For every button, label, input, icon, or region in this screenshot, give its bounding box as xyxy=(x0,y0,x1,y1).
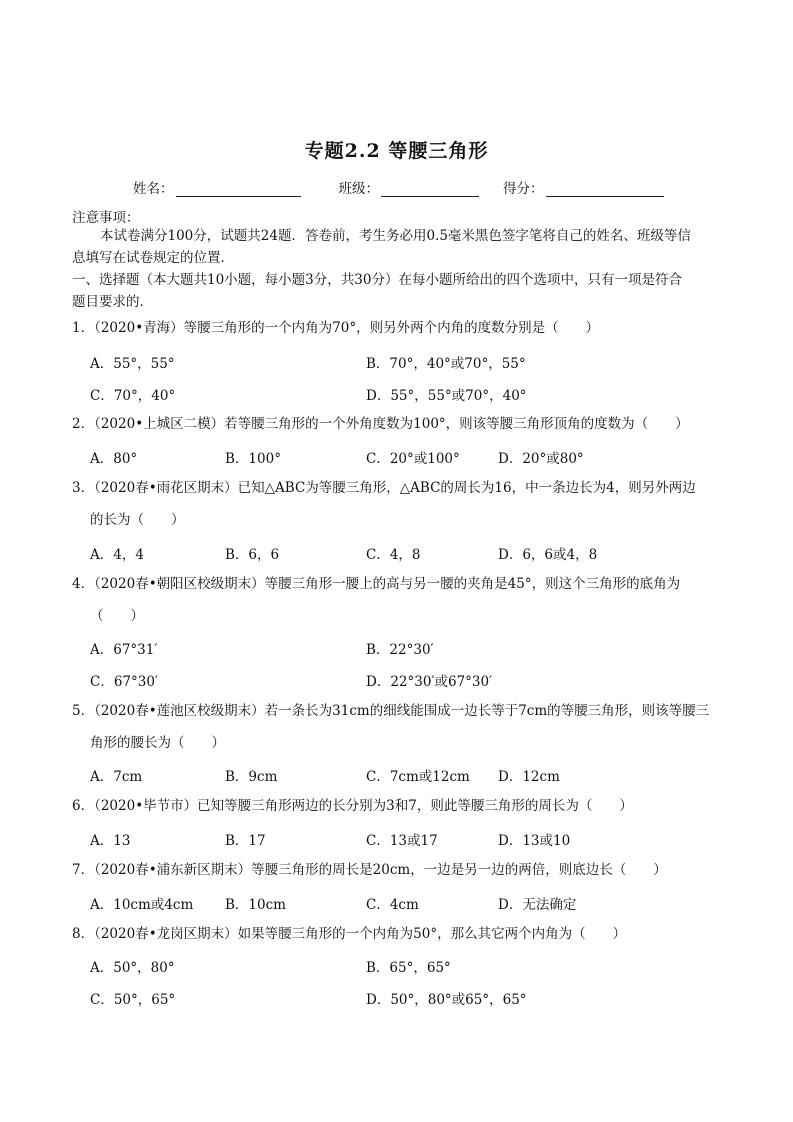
q5-option-b[interactable]: B．9cm xyxy=(225,769,278,785)
notes-body xyxy=(72,225,722,269)
q5-stem-line-1: 5．（2020春•莲池区校级期末）若一条长为31cm的细线能围成一边长等于7cm的等腰三角形，则该等腰三 xyxy=(72,703,710,719)
q3-option-c[interactable]: C．4，8 xyxy=(366,547,421,563)
q7-option-d[interactable]: D．无法确定 xyxy=(498,897,577,913)
q3-stem-line-2: 的长为（ ） xyxy=(90,512,185,528)
q4-option-d[interactable]: D．22°30′或67°30′ xyxy=(366,674,493,690)
q5-option-a[interactable]: A．7cm xyxy=(90,769,143,785)
question-7-stem: 7．（2020春•浦东新区期末）等腰三角形的周长是20cm，一边是另一边的两倍，则底边长（ ） xyxy=(72,862,667,878)
q7-option-b[interactable]: B．10cm xyxy=(225,897,286,913)
q4-option-c[interactable]: C．67°30′ xyxy=(90,674,159,690)
q4-option-a[interactable]: A．67°31′ xyxy=(90,642,158,658)
q1-option-b[interactable]: B．70°，40°或70°，55° xyxy=(366,356,526,372)
class-label: 班级： xyxy=(338,181,379,197)
q1-option-a[interactable]: A．55°，55° xyxy=(90,356,175,372)
q4-option-b[interactable]: B．22°30′ xyxy=(366,642,434,658)
student-info-row xyxy=(133,177,673,197)
score-field xyxy=(503,177,664,197)
q8-option-d[interactable]: D．50°，80°或65°，65° xyxy=(366,992,527,1008)
question-4-stem xyxy=(72,573,722,627)
notes-line-2: 息填写在试卷规定的位置． xyxy=(72,250,234,266)
class-field xyxy=(339,177,504,197)
class-blank[interactable] xyxy=(381,182,479,197)
score-blank[interactable] xyxy=(546,182,664,197)
q8-option-a[interactable]: A．50°，80° xyxy=(90,960,175,976)
q5-option-c[interactable]: C．7cm或12cm xyxy=(366,769,470,785)
q2-option-d[interactable]: D．20°或80° xyxy=(498,451,584,467)
q1-option-d[interactable]: D．55°，55°或70°，40° xyxy=(366,388,527,404)
q8-option-c[interactable]: C．50°，65° xyxy=(90,992,176,1008)
q8-option-b[interactable]: B．65°，65° xyxy=(366,960,451,976)
q1-option-c[interactable]: C．70°，40° xyxy=(90,388,176,404)
q3-option-d[interactable]: D．6，6或4，8 xyxy=(498,547,598,563)
q7-option-c[interactable]: C．4cm xyxy=(366,897,419,913)
notes-heading: 注意事项： xyxy=(72,210,140,226)
q2-option-c[interactable]: C．20°或100° xyxy=(366,451,460,467)
notes-line-1: 本试卷满分100分，试题共24题．答卷前，考生务必用0.5毫米黑色签字笔将自己的姓名、班级等信 xyxy=(100,228,691,244)
q6-option-d[interactable]: D．13或10 xyxy=(498,833,571,849)
question-6-stem: 6．（2020•毕节市）已知等腰三角形两边的长分别为3和7，则此等腰三角形的周长为（ ） xyxy=(72,798,633,814)
score-label: 得分： xyxy=(503,181,544,197)
q3-stem-line-1: 3．（2020春•雨花区期末）已知△ABC为等腰三角形，△ABC的周长为16，中一条边长为4，则另外两边 xyxy=(72,480,696,496)
q7-option-a[interactable]: A．10cm或4cm xyxy=(90,897,194,913)
q4-stem-line-2: （ ） xyxy=(90,608,144,624)
q6-option-b[interactable]: B．17 xyxy=(225,833,266,849)
section-line-1: 一、选择题（本大题共10小题，每小题3分，共30分）在每小题所给出的四个选项中，只有一项是符合 xyxy=(72,272,682,288)
q3-option-a[interactable]: A．4，4 xyxy=(90,547,144,563)
question-1-stem: 1．（2020•青海）等腰三角形的一个内角为70°，则另外两个内角的度数分别是（ ） xyxy=(72,320,600,336)
section-line-2: 题目要求的． xyxy=(72,294,153,310)
section-heading xyxy=(72,269,722,313)
q4-stem-line-1: 4．（2020春•朝阳区校级期末）等腰三角形一腰上的高与另一腰的夹角是45°，则这个三角形的底角为 xyxy=(72,576,681,592)
name-field xyxy=(133,177,339,197)
question-8-stem: 8．（2020春•龙岗区期末）如果等腰三角形的一个内角为50°，那么其它两个内角为（ ） xyxy=(72,926,627,942)
q2-option-b[interactable]: B．100° xyxy=(225,451,281,467)
q5-stem-line-2: 角形的腰长为（ ） xyxy=(90,735,225,751)
q5-option-d[interactable]: D．12cm xyxy=(498,769,560,785)
q6-option-c[interactable]: C．13或17 xyxy=(366,833,438,849)
page-title: 专题2.2 等腰三角形 xyxy=(304,140,489,162)
name-label: 姓名： xyxy=(133,181,174,197)
question-5-stem xyxy=(72,700,722,754)
q6-option-a[interactable]: A．13 xyxy=(90,833,131,849)
q2-option-a[interactable]: A．80° xyxy=(90,451,138,467)
name-blank[interactable] xyxy=(176,182,301,197)
question-3-stem xyxy=(72,477,722,531)
q3-option-b[interactable]: B．6，6 xyxy=(225,547,280,563)
question-2-stem: 2．（2020•上城区二模）若等腰三角形的一个外角度数为100°，则该等腰三角形顶角的度数为（ ） xyxy=(72,416,689,432)
